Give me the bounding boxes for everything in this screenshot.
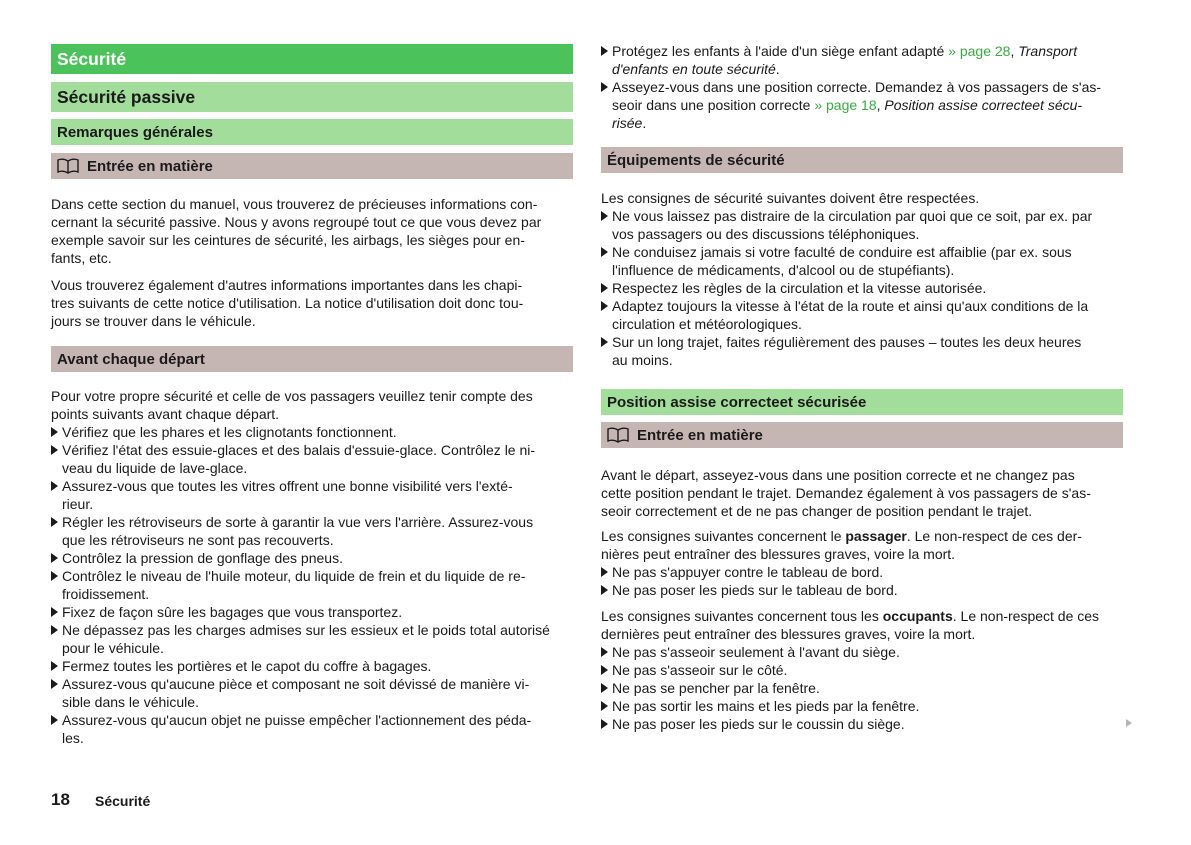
list-item: [601, 661, 1123, 679]
depart-heading-text: Avant chaque départ: [57, 350, 205, 368]
text-line: les.: [62, 730, 84, 746]
bullet-triangle-icon: [51, 571, 58, 581]
bullet-triangle-icon: [51, 679, 58, 689]
reference-title: Transport: [1018, 43, 1078, 59]
text-line: fants, etc.: [51, 250, 112, 266]
bullet-triangle-icon: [601, 337, 608, 347]
position-heading-text: Position assise correcteet sécurisée: [607, 393, 867, 411]
list-item: [51, 603, 573, 621]
list-item: [51, 477, 573, 513]
list-item: [51, 621, 573, 657]
text-line: cette position pendant le trajet. Demandez également à vos passagers de s'as-: [601, 485, 1091, 501]
list-item: [601, 715, 1123, 733]
text-line: Ne conduisez jamais si votre faculté de conduire est affaiblie (par ex. sous: [612, 244, 1072, 260]
text-line: dernières peut entraîner des blessures graves, voire la mort.: [601, 626, 976, 642]
text-line: Ne pas s'asseoir sur le côté.: [612, 662, 788, 678]
list-item: [51, 675, 573, 711]
text-line: Ne pas poser les pieds sur le coussin du siège.: [612, 716, 905, 732]
bullet-triangle-icon: [601, 683, 608, 693]
depart-paragraph: [51, 387, 573, 423]
list-item: [51, 567, 573, 603]
subsection-heading-text: Remarques générales: [57, 123, 213, 141]
text-line: seoir dans une position correcte » page 18, Position assise correcteet sécu-: [612, 97, 1083, 113]
list-item: [601, 333, 1123, 369]
section-heading-text: Sécurité: [57, 48, 127, 69]
footer-section-title: Sécurité: [95, 793, 151, 809]
text-line: Ne pas se pencher par la fenêtre.: [612, 680, 820, 696]
text-line: Ne pas sortir les mains et les pieds par la fenêtre.: [612, 698, 920, 714]
text-line: Fermez toutes les portières et le capot du coffre à bagages.: [62, 658, 432, 674]
list-item: [601, 243, 1123, 279]
reference-title: Position assise correcteet sécu-: [884, 97, 1083, 113]
bullet-triangle-icon: [601, 46, 608, 56]
list-item: [601, 297, 1123, 333]
text-line: nières peut entraîner des blessures graves, voire la mort.: [601, 546, 956, 562]
text-line: seoir correctement et de ne pas changer de position pendant le trajet.: [601, 503, 1033, 519]
text-segment: Les consignes suivantes concernent le: [601, 528, 842, 544]
text-line: Pour votre propre sécurité et celle de vos passagers veuillez tenir compte des: [51, 388, 533, 404]
passager-paragraph: [601, 527, 1123, 563]
text-line: pour le véhicule.: [62, 640, 164, 656]
text-line: [601, 527, 1123, 545]
text-line: Vous trouverez également d'autres informations importantes dans les chapi-: [51, 277, 523, 293]
list-item: [51, 549, 573, 567]
list-item: [601, 42, 1123, 78]
list-item: [51, 423, 573, 441]
intro2-heading: [601, 422, 1123, 448]
text-line: tres suivants de cette notice d'utilisation. La notice d'utilisation doit donc tou-: [51, 295, 524, 311]
text-line: Asseyez-vous dans une position correcte. Demandez à vos passagers de s'as-: [612, 79, 1102, 95]
text-line: Assurez-vous qu'aucune pièce et composant ne soit dévissé de manière vi-: [62, 676, 530, 692]
depart-heading: [51, 346, 573, 372]
text-segment: . Le non-respect de ces: [952, 608, 1100, 624]
text-line: sible dans le véhicule.: [62, 694, 199, 710]
bullet-triangle-icon: [601, 247, 608, 257]
bold-term: occupants: [882, 608, 953, 624]
bullet-triangle-icon: [601, 82, 608, 92]
text-line: froidissement.: [62, 586, 150, 602]
text-line: Assurez-vous qu'aucun objet ne puisse empêcher l'actionnement des péda-: [62, 712, 532, 728]
open-book-icon: [607, 427, 629, 443]
text-line: Avant le départ, asseyez-vous dans une position correcte et ne changez pas: [601, 467, 1075, 483]
reference-title: risée: [612, 115, 643, 131]
list-item: [51, 711, 573, 747]
bullet-triangle-icon: [51, 553, 58, 563]
text-line: risée.: [612, 115, 647, 131]
subsection-heading-securite-passive: [51, 82, 573, 112]
text-line: Ne vous laissez pas distraire de la circulation par quoi que ce soit, par ex. par: [612, 208, 1093, 224]
text-line: Sur un long trajet, faites régulièrement des pauses – toutes les deux heures: [612, 334, 1082, 350]
subsection-heading-text: Sécurité passive: [57, 86, 196, 107]
subsection-heading-remarques: [51, 119, 573, 145]
text-line: que les rétroviseurs ne sont pas recouverts.: [62, 532, 334, 548]
text-line: Contrôlez le niveau de l'huile moteur, du liquide de frein et du liquide de re-: [62, 568, 526, 584]
bullet-triangle-icon: [51, 517, 58, 527]
text-line: Fixez de façon sûre les bagages que vous transportez.: [62, 604, 403, 620]
bullet-triangle-icon: [601, 647, 608, 657]
intro-paragraph-2: [51, 276, 573, 330]
text-line: d'enfants en toute sécurité.: [612, 61, 780, 77]
text-line: Ne pas poser les pieds sur le tableau de bord.: [612, 582, 898, 598]
text-line: Adaptez toujours la vitesse à l'état de la route et ainsi qu'aux conditions de la: [612, 298, 1089, 314]
reference-title: d'enfants en toute sécurité: [612, 61, 776, 77]
list-item: [601, 697, 1123, 715]
text-line: Vérifiez que les phares et les clignotants fonctionnent.: [62, 424, 397, 440]
bullet-triangle-icon: [601, 665, 608, 675]
page-number: 18: [51, 790, 70, 809]
occupants-paragraph: [601, 607, 1123, 643]
text-segment: Les consignes suivantes concernent tous les: [601, 608, 879, 624]
equipements-heading-text: Équipements de sécurité: [607, 151, 785, 169]
text-line: jours se trouver dans le véhicule.: [51, 313, 256, 329]
text-line: Dans cette section du manuel, vous trouverez de précieuses informations con-: [51, 196, 538, 212]
list-item: [601, 643, 1123, 661]
bullet-triangle-icon: [51, 607, 58, 617]
text-line: Assurez-vous que toutes les vitres offrent une bonne visibilité vers l'exté-: [62, 478, 513, 494]
text-line: veau du liquide de lave-glace.: [62, 460, 248, 476]
list-item: [601, 279, 1123, 297]
list-item: [51, 513, 573, 549]
text-line: rieur.: [62, 496, 94, 512]
intro-paragraph-1: [51, 195, 573, 267]
page-link[interactable]: » page 18: [814, 97, 877, 113]
bullet-triangle-icon: [51, 427, 58, 437]
text-line: Ne pas s'asseoir seulement à l'avant du siège.: [612, 644, 900, 660]
text-line: [601, 607, 1123, 625]
text-line: Régler les rétroviseurs de sorte à garantir la vue vers l'arrière. Assurez-vous: [62, 514, 534, 530]
bullet-triangle-icon: [601, 585, 608, 595]
bullet-triangle-icon: [51, 445, 58, 455]
bullet-triangle-icon: [51, 661, 58, 671]
intro-heading-text: Entrée en matière: [87, 157, 213, 175]
item-text: Protégez les enfants à l'aide d'un siège enfant adapté: [612, 43, 945, 59]
position-paragraph: [601, 466, 1123, 520]
text-line: vos passagers ou des discussions téléphoniques.: [612, 226, 920, 242]
text-line: Respectez les règles de la circulation et la vitesse autorisée.: [612, 280, 987, 296]
text-line: circulation et météorologiques.: [612, 316, 802, 332]
text-segment: . Le non-respect de ces der-: [906, 528, 1082, 544]
continue-arrow-icon: [1126, 719, 1132, 727]
list-item: [51, 657, 573, 675]
section-heading-securite: [51, 44, 573, 74]
bullet-triangle-icon: [51, 715, 58, 725]
bullet-triangle-icon: [601, 211, 608, 221]
bullet-triangle-icon: [51, 481, 58, 491]
equipements-heading: [601, 147, 1123, 173]
text-line: au moins.: [612, 352, 673, 368]
intro2-heading-text: Entrée en matière: [637, 426, 763, 444]
list-item: [601, 207, 1123, 243]
text-line: Vérifiez l'état des essuie-glaces et des balais d'essuie-glace. Contrôlez le ni-: [62, 442, 536, 458]
bullet-triangle-icon: [601, 719, 608, 729]
list-item: [601, 563, 1123, 581]
bullet-triangle-icon: [601, 301, 608, 311]
text-line: Protégez les enfants à l'aide d'un siège enfant adapté » page 28, Transport: [612, 43, 1078, 59]
list-item: [601, 581, 1123, 599]
equipements-paragraph: Les consignes de sécurité suivantes doivent être respectées.: [601, 190, 980, 206]
text-line: cernant la sécurité passive. Nous y avons regroupé tout ce que vous devez par: [51, 214, 542, 230]
list-item: [51, 441, 573, 477]
text-line: exemple savoir sur les ceintures de sécurité, les airbags, les sièges pour en-: [51, 232, 525, 248]
bullet-triangle-icon: [601, 701, 608, 711]
bullet-triangle-icon: [601, 567, 608, 577]
item-text: seoir dans une position correcte: [612, 97, 811, 113]
text-line: points suivants avant chaque départ.: [51, 406, 280, 422]
bullet-triangle-icon: [601, 283, 608, 293]
text-line: Contrôlez la pression de gonflage des pneus.: [62, 550, 343, 566]
bullet-triangle-icon: [51, 625, 58, 635]
text-line: Ne dépassez pas les charges admises sur les essieux et le poids total autorisé: [62, 622, 550, 638]
list-item: [601, 679, 1123, 697]
page-link[interactable]: » page 28: [948, 43, 1011, 59]
list-item: [601, 78, 1123, 132]
position-heading: [601, 389, 1123, 415]
bold-term: passager: [845, 528, 907, 544]
text-line: l'influence de médicaments, d'alcool ou de stupéfiants).: [612, 262, 955, 278]
open-book-icon: [57, 158, 79, 174]
intro-heading: [51, 153, 573, 179]
text-line: Ne pas s'appuyer contre le tableau de bord.: [612, 564, 884, 580]
